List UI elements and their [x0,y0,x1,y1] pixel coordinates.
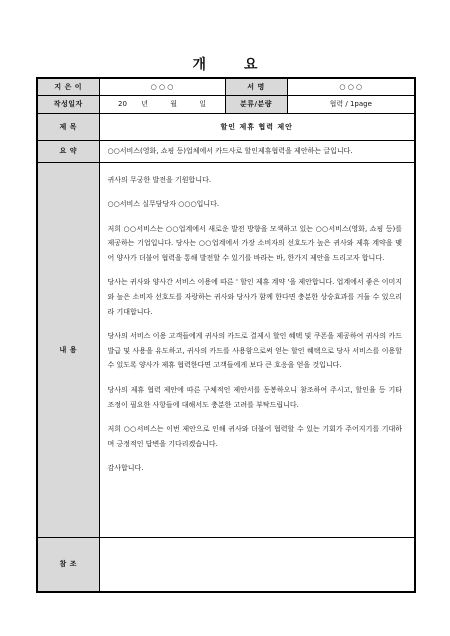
title-char-2: 요 [244,57,258,73]
date-row [37,95,415,113]
date-day-unit: 일 [199,100,206,108]
date-value[interactable] [99,95,225,113]
subject-row [37,113,415,140]
date-year-unit: 년 [141,100,148,108]
reference-row [37,537,415,592]
date-label: 작성일자 [37,95,99,113]
author-value[interactable]: ○ ○ ○ [99,78,225,95]
category-label: 분류/분량 [225,95,287,113]
content-row [37,162,415,537]
content-body[interactable] [99,162,415,537]
reference-label: 참 조 [37,537,99,592]
content-label: 내 용 [37,162,99,537]
summary-value[interactable]: ○○서비스(영화, 쇼핑 등)업체에서 카드사로 할인제휴협력을 제안하는 글입니다. [99,140,415,162]
category-value[interactable]: 협력 / 1page [287,95,415,113]
date-year: 20 [118,100,127,108]
summary-form [36,77,416,593]
content-paragraph: 당사의 제휴 협력 제안에 따른 구체적인 제안서를 동봉하오니 참조하여 주시고, 할인율 등 기타 조정이 필요한 사항들에 대해서도 충분한 고려를 부탁드립니다. [107,386,402,409]
summary-label: 요 약 [37,140,99,162]
content-paragraph: 당사의 서비스 이용 고객들에게 귀사의 카드로 결제시 할인 혜택 및 쿠폰을 제공하여 귀사의 카드 발급 및 사용을 유도하고, 귀사의 카드를 사용함으로써 얻는 할인 혜택으로 당사 서비스를 이용할 수 있도록 양사가 제휴 협력한다면 고객들에게 보다 큰 호응을 얻을 것입니다. [107,332,402,370]
title-char-1: 개 [192,57,206,73]
subject-value[interactable]: 할인 제휴 협력 제안 [99,113,415,140]
content-paragraph: 감사합니다. [107,464,144,473]
content-paragraph: 당사는 귀사와 양사간 서비스 이용에 따른 ' 할인 제휴 계약 '을 제안합니다. 업계에서 좋은 이미지와 높은 소비자 선호도를 자랑하는 귀사와 당사가 함께 한다면 충분한 상승효과를 거둘 수 있으리라 기대합니다. [107,278,402,316]
signature-label: 서 명 [225,78,287,95]
signature-value[interactable]: ○ ○ ○ [287,78,415,95]
content-paragraph: ○○서비스 실무담당자 ○○○입니다. [107,200,220,209]
subject-label: 제 목 [37,113,99,140]
reference-value[interactable] [99,537,415,592]
summary-row [37,140,415,162]
document-title [0,54,450,74]
content-paragraph: 귀사의 무궁한 발전을 기원합니다. [107,175,212,184]
content-paragraph: 저희 ○○서비스는 이번 제안으로 인해 귀사와 더불어 협력할 수 있는 기회가 주어지기를 기대하며 긍정적인 답변을 기다리겠습니다. [107,425,402,448]
date-month-unit: 월 [170,100,177,108]
author-row [37,78,415,95]
author-label: 지 은 이 [37,78,99,95]
content-paragraph: 저희 ○○서비스는 ○○업계에서 새로운 발전 방향을 모색하고 있는 ○○서비스(영화, 쇼핑 등)를 제공하는 기업입니다. 당사는 ○○업계에서 가장 소비자의 선호도가 높은 귀사와 제휴 계약을 맺어 양사가 더불어 협력을 통해 발전할 수 있기를 바라는 바, 한가지 제안을 드리고자 합니다. [107,224,402,262]
